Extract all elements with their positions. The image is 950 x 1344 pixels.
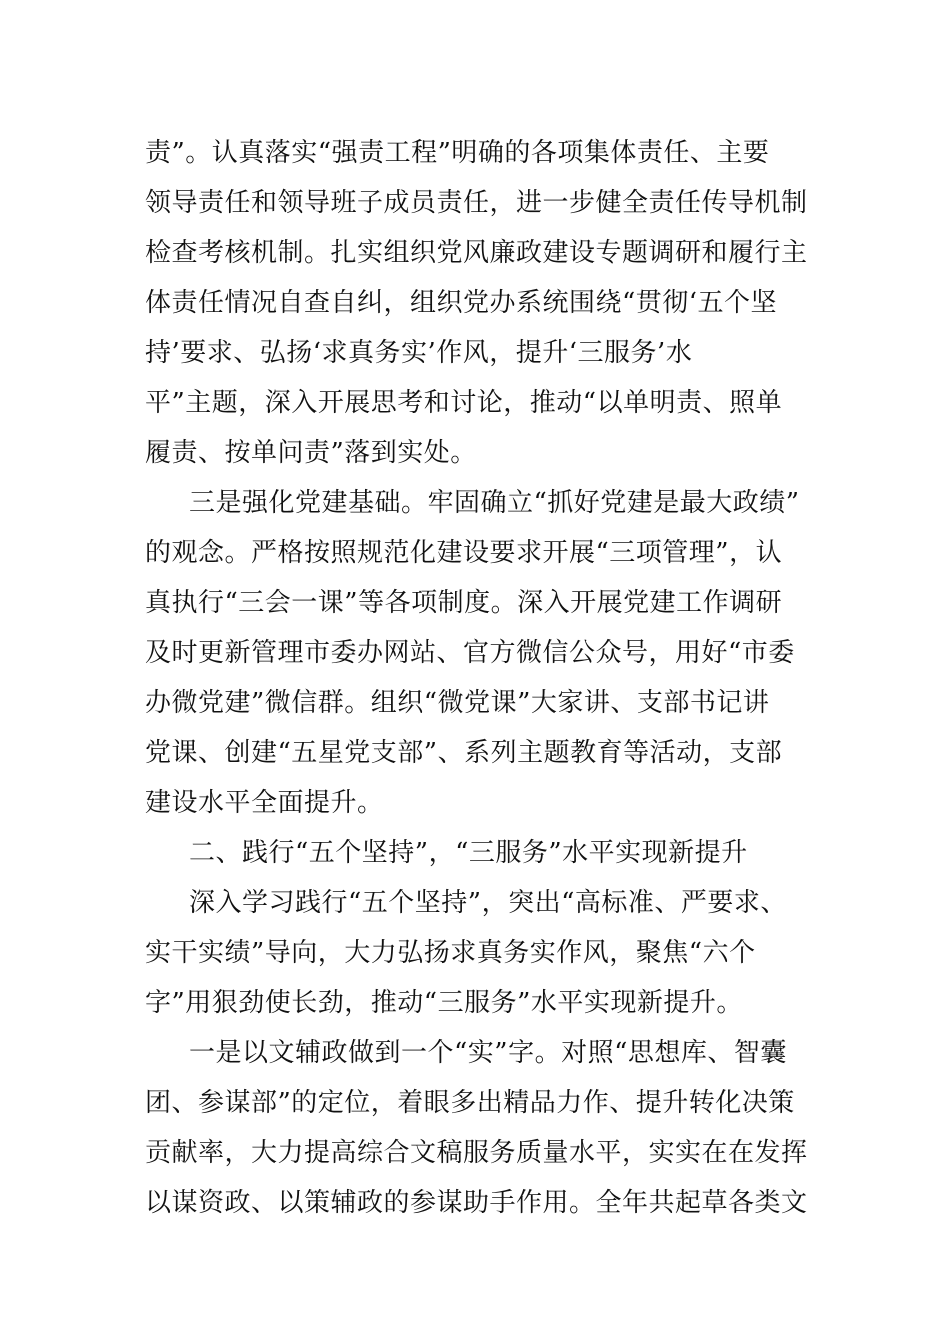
- text-line: 建设水平全面提升。: [145, 788, 384, 818]
- text-line: 责”。认真落实“强责工程”明确的各项集体责任、主要: [145, 138, 770, 168]
- paragraph-first-line: 三是强化党建基础。牢固确立“抓好党建是最大政绩”: [189, 488, 800, 518]
- text-line: 字”用狠劲使长劲，推动“三服务”水平实现新提升。: [145, 988, 743, 1018]
- section-heading: 二、践行“五个坚持”，“三服务”水平实现新提升: [189, 838, 748, 868]
- text-line: 实干实绩”导向，大力弘扬求真务实作风，聚焦“六个: [145, 938, 756, 968]
- text-line: 检查考核机制。扎实组织党风廉政建设专题调研和履行主: [145, 238, 808, 268]
- text-line: 领导责任和领导班子成员责任，进一步健全责任传导机制: [145, 188, 808, 218]
- text-line: 以谋资政、以策辅政的参谋助手作用。全年共起草各类文: [145, 1188, 808, 1218]
- text-line: 平”主题，深入开展思考和讨论，推动“以单明责、照单: [145, 388, 783, 418]
- text-line: 团、参谋部”的定位，着眼多出精品力作、提升转化决策: [145, 1088, 795, 1118]
- text-line: 党课、创建“五星党支部”、系列主题教育等活动，支部: [145, 738, 783, 768]
- paragraph-first-line: 一是以文辅政做到一个“实”字。对照“思想库、智囊: [189, 1038, 787, 1068]
- text-line: 履责、按单问责”落到实处。: [145, 438, 477, 468]
- text-line: 及时更新管理市委办网站、官方微信公众号，用好“市委: [145, 638, 795, 668]
- text-line: 办微党建”微信群。组织“微党课”大家讲、支部书记讲: [145, 688, 770, 718]
- text-line: 的观念。严格按照规范化建设要求开展“三项管理”，认: [145, 538, 783, 568]
- paragraph-first-line: 深入学习践行“五个坚持”，突出“高标准、严要求、: [189, 888, 787, 918]
- text-line: 体责任情况自查自纠，组织党办系统围绕“贯彻‘五个坚: [145, 288, 778, 318]
- text-line: 真执行“三会一课”等各项制度。深入开展党建工作调研: [145, 588, 783, 618]
- document-body: [145, 128, 845, 1228]
- text-line: 持’要求、弘扬‘求真务实’作风，提升‘三服务’水: [145, 338, 693, 368]
- text-line: 贡献率，大力提高综合文稿服务质量水平，实实在在发挥: [145, 1138, 808, 1168]
